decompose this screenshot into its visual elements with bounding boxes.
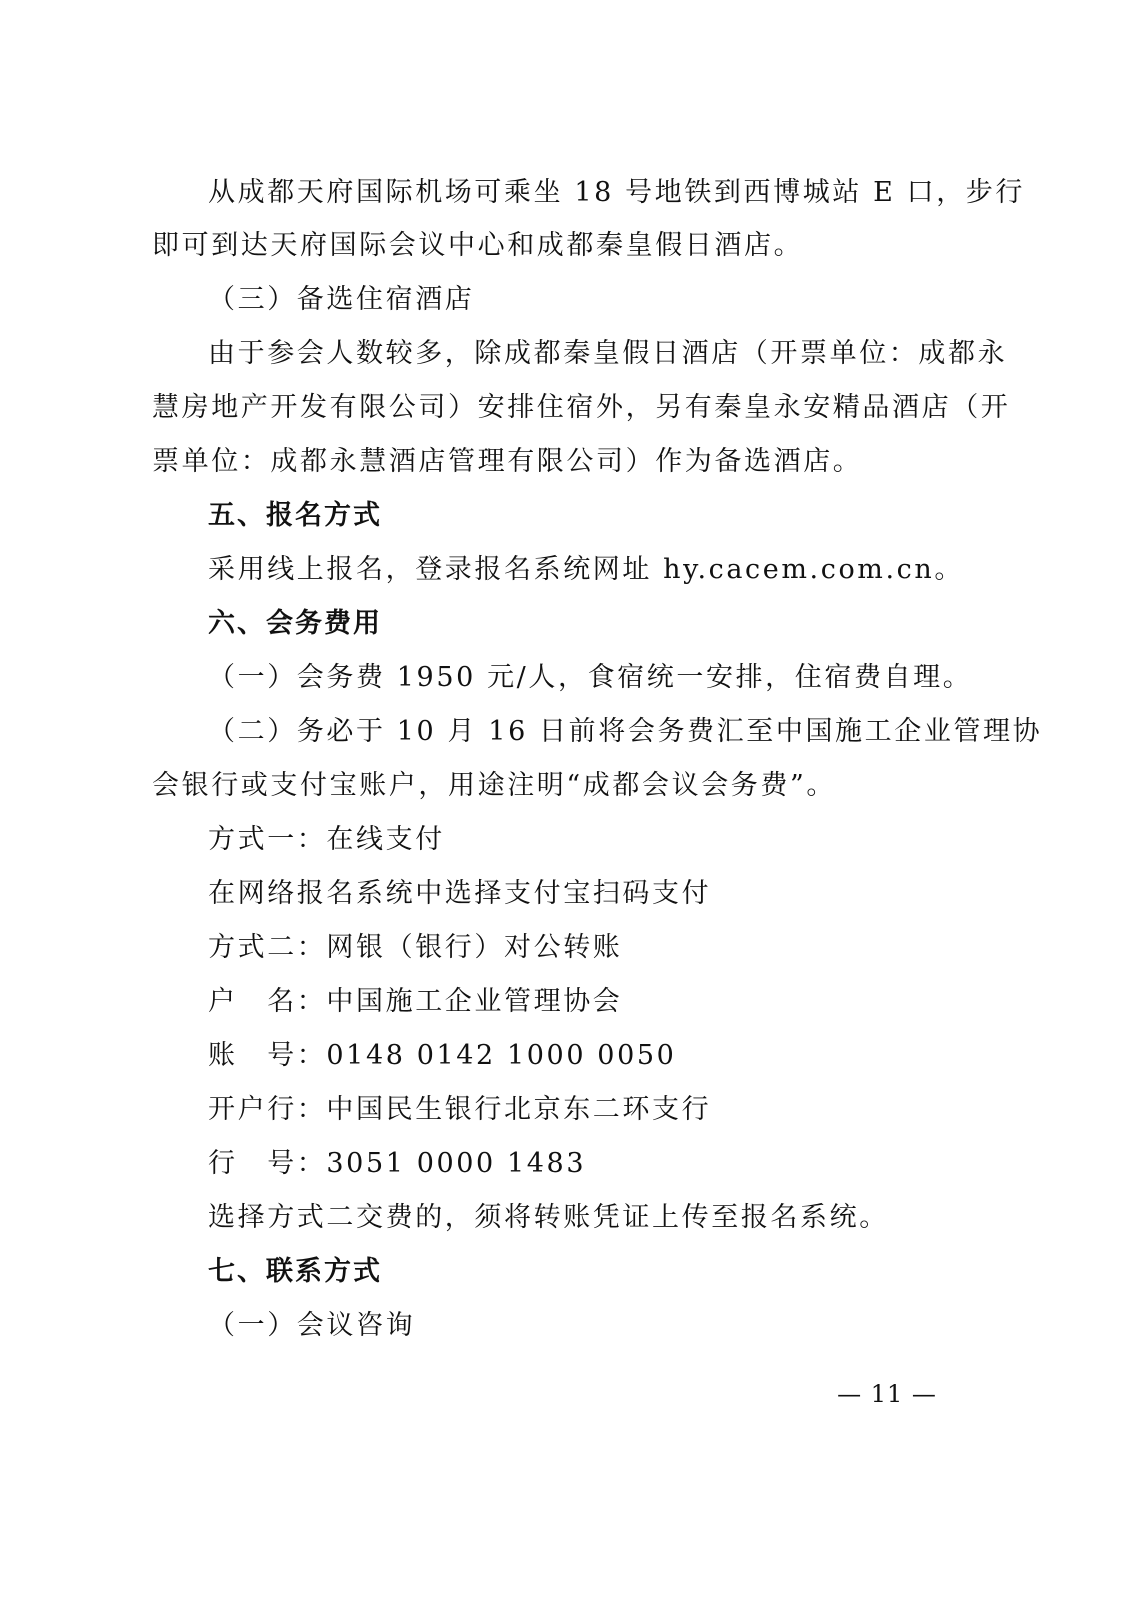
body-text-line: （二）务必于 10 月 16 日前将会务费汇至中国施工企业管理协 [208, 716, 1043, 747]
payment-method-label: 方式一：在线支付 [208, 824, 445, 855]
section-heading: 七、联系方式 [208, 1256, 382, 1287]
body-text-line: 选择方式二交费的，须将转账凭证上传至报名系统。 [208, 1202, 889, 1233]
bank-code: 行 号：3051 0000 1483 [208, 1148, 587, 1179]
body-text-line: 慧房地产开发有限公司）安排住宿外，另有秦皇永安精品酒店（开 [152, 392, 1011, 423]
bank-name: 开户行：中国民生银行北京东二环支行 [208, 1094, 712, 1125]
section-heading: 六、会务费用 [208, 608, 382, 639]
body-text-line: 在网络报名系统中选择支付宝扫码支付 [208, 878, 712, 909]
body-text-line: 票单位：成都永慧酒店管理有限公司）作为备选酒店。 [152, 446, 863, 477]
subsection-heading: （一）会议咨询 [208, 1310, 416, 1341]
page-number: — 11 — [837, 1380, 937, 1408]
body-text-line: 由于参会人数较多，除成都秦皇假日酒店（开票单位：成都永 [208, 338, 1008, 369]
account-name: 户 名：中国施工企业管理协会 [208, 986, 623, 1017]
body-text-line: 即可到达天府国际会议中心和成都秦皇假日酒店。 [152, 230, 804, 261]
body-text-line: （一）会务费 1950 元/人，食宿统一安排，住宿费自理。 [208, 662, 973, 693]
subsection-heading: （三）备选住宿酒店 [208, 284, 475, 315]
section-heading: 五、报名方式 [208, 500, 382, 531]
payment-method-label: 方式二：网银（银行）对公转账 [208, 932, 623, 963]
account-number: 账 号：0148 0142 1000 0050 [208, 1040, 677, 1071]
body-text-line: 会银行或支付宝账户，用途注明“成都会议会务费”。 [152, 770, 837, 801]
body-text-line: 采用线上报名，登录报名系统网址 hy.cacem.com.cn。 [208, 554, 964, 585]
body-text-line: 从成都天府国际机场可乘坐 18 号地铁到西博城站 E 口，步行 [208, 177, 1025, 208]
